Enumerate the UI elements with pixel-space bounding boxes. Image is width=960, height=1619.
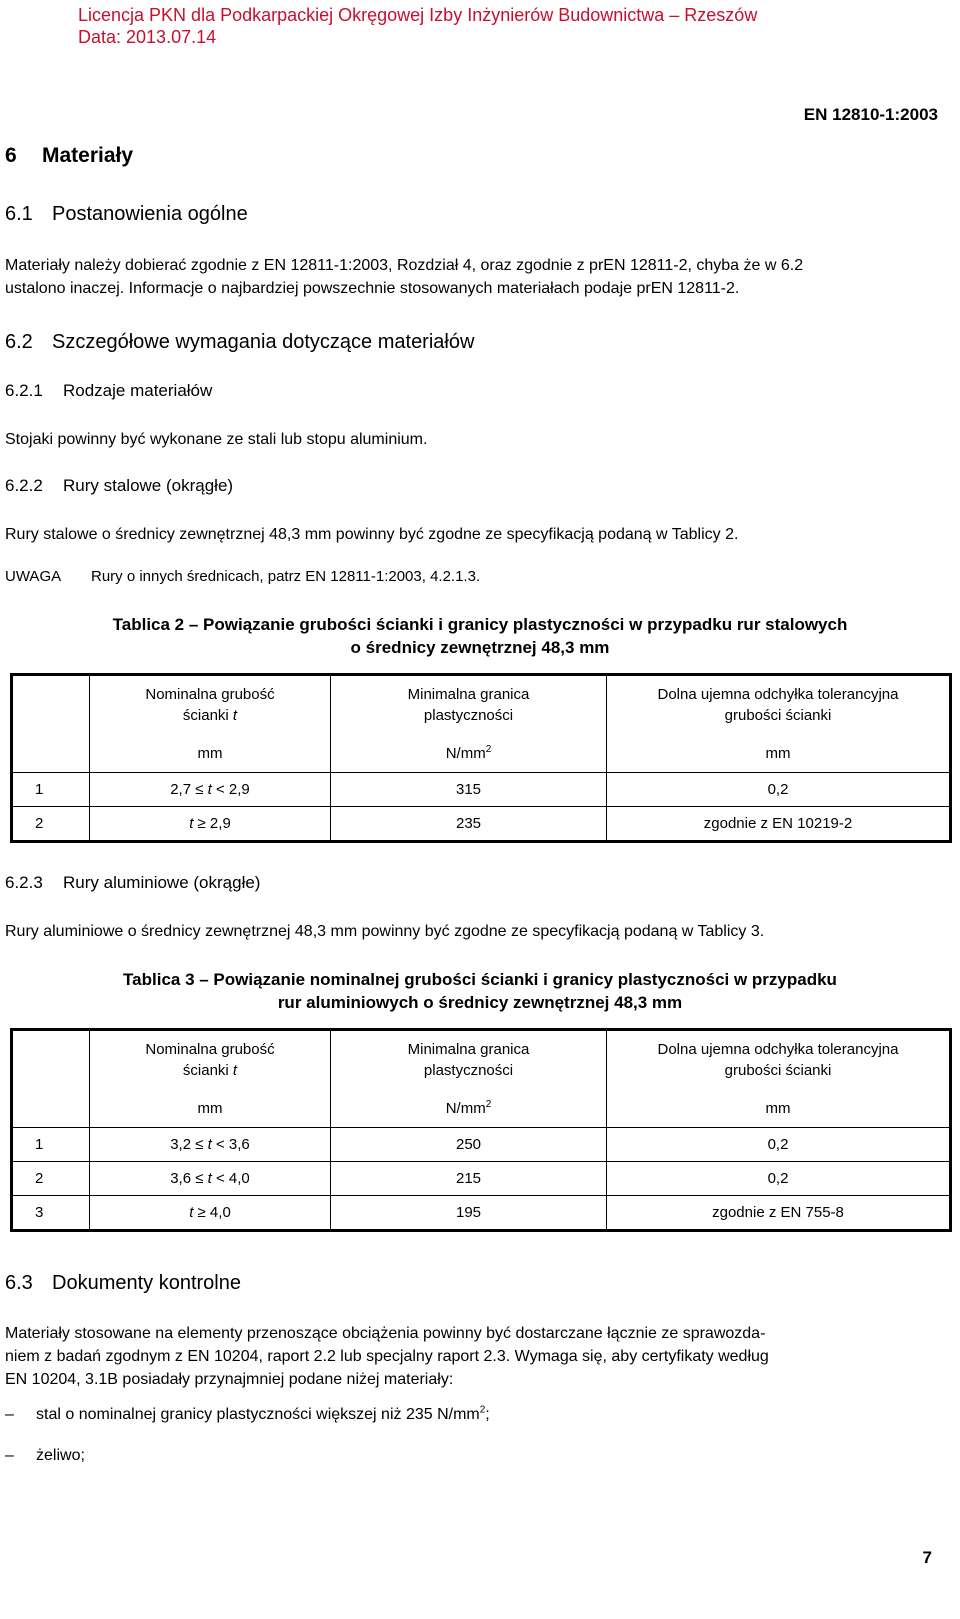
header-text: Minimalna granica xyxy=(407,1041,530,1058)
note-label: UWAGA xyxy=(5,568,62,585)
cell-text: < 4,0 xyxy=(216,1170,250,1187)
list-item-text: żeliwo; xyxy=(36,1447,85,1464)
header-cell-yield xyxy=(331,675,607,735)
header-text: Dolna ujemna odchyłka tolerancyjna xyxy=(657,1041,899,1058)
header-text-part: ścianki xyxy=(182,707,229,724)
thickness-cell xyxy=(90,773,331,807)
table-units-row xyxy=(12,1089,951,1128)
section-number: 6 xyxy=(5,144,17,167)
dash-bullet: – xyxy=(5,1406,14,1423)
section-number: 6.3 xyxy=(5,1272,33,1294)
dash-bullet: – xyxy=(5,1447,14,1464)
section-6-3-heading xyxy=(5,1272,241,1295)
list-item-text: ; xyxy=(485,1406,490,1423)
section-title: Materiały xyxy=(42,144,134,167)
section-6-3-paragraph xyxy=(5,1322,955,1391)
paragraph-line: Materiały należy dobierać zgodnie z EN 12811-1:2003, Rozdział 4, oraz zgodnie z prEN 12811-2, chyba że w 6.2 xyxy=(5,257,804,274)
header-text: Nominalna grubość xyxy=(145,1041,275,1058)
paragraph-line: niem z badań zgodnym z EN 10204, raport 2.2 lub specjalny raport 2.3. Wymaga się, aby certyfikaty według xyxy=(5,1348,769,1365)
yield-cell: 195 xyxy=(331,1196,607,1231)
unit-superscript: 2 xyxy=(485,1098,492,1110)
caption-line: o średnicy zewnętrznej 48,3 mm xyxy=(350,638,610,657)
cell-text: ≤ xyxy=(195,781,204,798)
date-watermark: Data: 2013.07.14 xyxy=(78,27,217,47)
index-cell xyxy=(12,734,90,773)
yield-cell: 215 xyxy=(331,1162,607,1196)
unit-cell xyxy=(331,734,607,773)
table-3-caption xyxy=(0,968,960,1014)
section-number: 6.2.1 xyxy=(5,381,43,400)
header-cell-thickness xyxy=(90,675,331,735)
header-text: Nominalna grubość xyxy=(145,686,275,703)
variable: t xyxy=(207,1170,212,1187)
table-2 xyxy=(10,673,952,843)
table-row xyxy=(12,1196,951,1231)
list-item xyxy=(5,1447,85,1465)
unit-superscript: 2 xyxy=(485,743,492,755)
table-row xyxy=(12,773,951,807)
paragraph-line: Materiały stosowane na elementy przenoszące obciążenia powinny być dostarczane łącznie ze sprawozda- xyxy=(5,1325,766,1342)
list-item xyxy=(5,1406,490,1424)
section-title: Rury aluminiowe (okrągłe) xyxy=(63,873,261,892)
cell-text: < 3,6 xyxy=(216,1136,250,1153)
header-text xyxy=(90,705,330,726)
table-3 xyxy=(10,1028,952,1232)
section-title: Szczegółowe wymagania dotyczące materiałów xyxy=(52,331,475,353)
tolerance-cell: 0,2 xyxy=(607,1128,951,1162)
section-6-2-2-paragraph: Rury stalowe o średnicy zewnętrznej 48,3 mm powinny być zgodne ze specyfikacją podaną w Tablicy 2. xyxy=(5,526,739,543)
header-text: Dolna ujemna odchyłka tolerancyjna xyxy=(657,686,899,703)
header-text: plastyczności xyxy=(423,707,514,724)
caption-line: Tablica 3 – Powiązanie nominalnej grubości ścianki i granicy plastyczności w przypadku xyxy=(123,970,837,989)
tolerance-cell: 0,2 xyxy=(607,773,951,807)
cell-text: ≥ 2,9 xyxy=(197,815,231,832)
section-number: 6.2.2 xyxy=(5,476,43,495)
table-row xyxy=(12,1162,951,1196)
table-row xyxy=(12,807,951,842)
thickness-cell xyxy=(90,807,331,842)
table-2-caption xyxy=(0,613,960,659)
section-title: Rury stalowe (okrągłe) xyxy=(63,476,234,495)
unit-cell: mm xyxy=(607,734,951,773)
variable: t xyxy=(232,1062,238,1079)
thickness-cell xyxy=(90,1196,331,1231)
tolerance-cell: zgodnie z EN 755-8 xyxy=(607,1196,951,1231)
section-number: 6.1 xyxy=(5,203,33,225)
unit-cell: mm xyxy=(90,1089,331,1128)
paragraph-line: EN 10204, 3.1B posiadały przynajmniej podane niżej materiały: xyxy=(5,1371,454,1388)
unit-text: N/mm xyxy=(445,744,486,762)
superscript: 2 xyxy=(479,1404,486,1416)
section-6-1-heading xyxy=(5,203,248,226)
table-header-row xyxy=(12,675,951,735)
header-cell-tolerance xyxy=(607,1030,951,1090)
row-index: 2 xyxy=(12,1162,90,1196)
section-title: Dokumenty kontrolne xyxy=(52,1272,241,1294)
section-6-2-2-heading xyxy=(5,476,233,496)
thickness-cell xyxy=(90,1162,331,1196)
yield-cell: 315 xyxy=(331,773,607,807)
cell-text: ≤ xyxy=(195,1136,204,1153)
yield-cell: 250 xyxy=(331,1128,607,1162)
variable: t xyxy=(207,781,212,798)
section-6-2-heading xyxy=(5,331,474,354)
cell-text: 2,7 xyxy=(170,781,192,798)
tolerance-cell: zgodnie z EN 10219-2 xyxy=(607,807,951,842)
table-row xyxy=(12,1128,951,1162)
section-title: Rodzaje materiałów xyxy=(63,381,213,400)
section-title: Postanowienia ogólne xyxy=(52,203,248,225)
section-6-2-3-paragraph: Rury aluminiowe o średnicy zewnętrznej 48,3 mm powinny być zgodne ze specyfikacją podaną w Tablicy 3. xyxy=(5,923,765,940)
note-text: Rury o innych średnicach, patrz EN 12811-1:2003, 4.2.1.3. xyxy=(91,568,481,585)
paragraph-line: ustalono inaczej. Informacje o najbardziej powszechnie stosowanych materiałach podaje prEN 12811-2. xyxy=(5,280,740,297)
cell-text: 3,2 xyxy=(170,1136,192,1153)
variable: t xyxy=(232,707,238,724)
row-index: 2 xyxy=(12,807,90,842)
table-header-row xyxy=(12,1030,951,1090)
variable: t xyxy=(207,1136,212,1153)
variable: t xyxy=(189,815,194,832)
section-6-1-paragraph xyxy=(5,254,955,300)
caption-line: rur aluminiowych o średnicy zewnętrznej 48,3 mm xyxy=(277,993,683,1012)
header-text: plastyczności xyxy=(423,1062,514,1079)
section-number: 6.2 xyxy=(5,331,33,353)
row-index: 1 xyxy=(12,1128,90,1162)
cell-text: < 2,9 xyxy=(216,781,250,798)
yield-cell: 235 xyxy=(331,807,607,842)
thickness-cell xyxy=(90,1128,331,1162)
index-header-cell xyxy=(12,1030,90,1090)
tolerance-cell: 0,2 xyxy=(607,1162,951,1196)
table-units-row xyxy=(12,734,951,773)
unit-cell: mm xyxy=(607,1089,951,1128)
header-text xyxy=(90,1060,330,1081)
variable: t xyxy=(189,1204,194,1221)
row-index: 3 xyxy=(12,1196,90,1231)
row-index: 1 xyxy=(12,773,90,807)
header-text: grubości ścianki xyxy=(724,1062,832,1079)
unit-cell: mm xyxy=(90,734,331,773)
note xyxy=(5,568,480,585)
caption-line: Tablica 2 – Powiązanie grubości ścianki i granicy plastyczności w przypadku rur stalowych xyxy=(112,615,848,634)
section-number: 6.2.3 xyxy=(5,873,43,892)
standard-number: EN 12810-1:2003 xyxy=(803,105,938,124)
license-watermark: Licencja PKN dla Podkarpackiej Okręgowej Izby Inżynierów Budownictwa – Rzeszów xyxy=(78,5,758,25)
section-6-heading xyxy=(5,144,133,168)
index-header-cell xyxy=(12,675,90,735)
header-text: grubości ścianki xyxy=(724,707,832,724)
list-item-text: stal o nominalnej granicy plastyczności większej niż 235 N/mm xyxy=(36,1406,480,1423)
unit-text: N/mm xyxy=(445,1099,486,1117)
header-cell-thickness xyxy=(90,1030,331,1090)
page-number: 7 xyxy=(922,1548,932,1567)
cell-text: ≥ 4,0 xyxy=(197,1204,231,1221)
cell-text: 3,6 xyxy=(170,1170,192,1187)
header-cell-yield xyxy=(331,1030,607,1090)
header-text: Minimalna granica xyxy=(407,686,530,703)
header-text-part: ścianki xyxy=(182,1062,229,1079)
section-6-2-1-paragraph: Stojaki powinny być wykonane ze stali lub stopu aluminium. xyxy=(5,431,428,448)
section-6-2-3-heading xyxy=(5,873,260,893)
unit-cell xyxy=(331,1089,607,1128)
cell-text: ≤ xyxy=(195,1170,204,1187)
header-cell-tolerance xyxy=(607,675,951,735)
index-cell xyxy=(12,1089,90,1128)
section-6-2-1-heading xyxy=(5,381,212,401)
